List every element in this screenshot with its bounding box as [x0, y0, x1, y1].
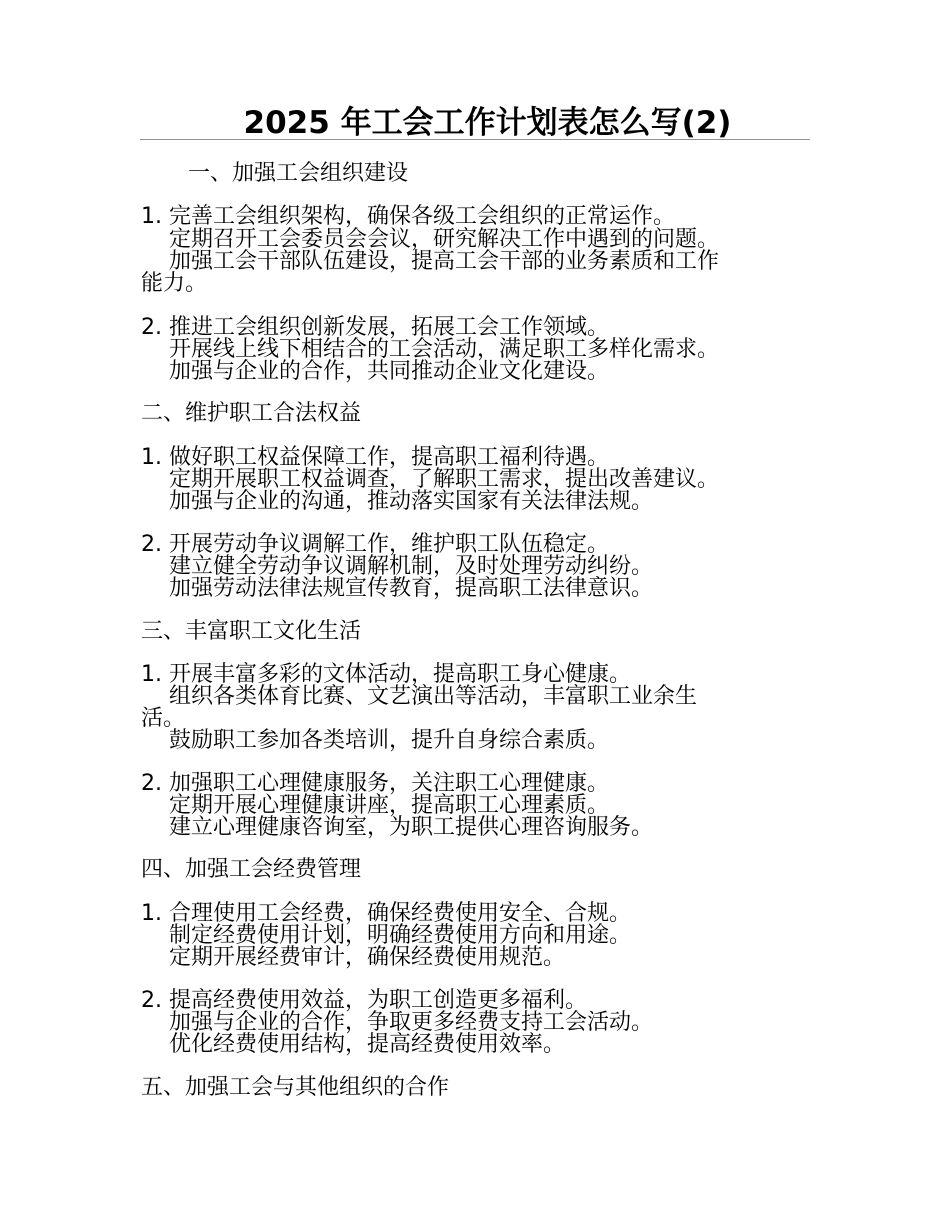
list-item-detail: 定期召开工会委员会会议，研究解决工作中遇到的问题。: [169, 227, 720, 252]
list-item-detail: 加强与企业的沟通，推动落实国家有关法律法规。: [169, 489, 654, 514]
list-item-detail: 加强工会干部队伍建设，提高工会干部的业务素质和工作: [169, 249, 720, 274]
list-item-detail: 优化经费使用结构，提高经费使用效率。: [169, 1032, 566, 1057]
list-item-detail: 活。: [141, 706, 186, 731]
list-item-detail: 定期开展职工权益调查，了解职工需求，提出改善建议。: [169, 467, 720, 492]
list-item-detail: 定期开展心理健康讲座，提高职工心理素质。: [169, 793, 610, 818]
section-heading: 二、维护职工合法权益: [141, 401, 362, 426]
list-item-detail: 能力。: [141, 271, 208, 296]
list-item: 2. 推进工会组织创新发展，拓展工会工作领域。: [141, 315, 609, 340]
list-item-detail: 加强与企业的合作，争取更多经费支持工会活动。: [169, 1010, 654, 1035]
section-heading: 五、加强工会与其他组织的合作: [141, 1075, 450, 1100]
list-item-detail: 鼓励职工参加各类培训，提升自身综合素质。: [169, 728, 610, 753]
list-item: 2. 提高经费使用效益，为职工创造更多福利。: [141, 988, 587, 1013]
list-item-detail: 组织各类体育比赛、文艺演出等活动，丰富职工业余生: [169, 684, 698, 709]
list-item-detail: 开展线上线下相结合的工会活动，满足职工多样化需求。: [169, 337, 720, 362]
list-item: 1. 做好职工权益保障工作，提高职工福利待遇。: [141, 445, 609, 470]
list-item: 2. 加强职工心理健康服务，关注职工心理健康。: [141, 771, 609, 796]
section-heading: 一、加强工会组织建设: [188, 161, 409, 186]
list-item-detail: 定期开展经费审计，确保经费使用规范。: [169, 945, 566, 970]
list-item: 1. 完善工会组织架构，确保各级工会组织的正常运作。: [141, 204, 675, 229]
title-underline: [140, 139, 810, 140]
list-item-detail: 建立健全劳动争议调解机制，及时处理劳动纠纷。: [169, 554, 654, 579]
list-item-detail: 加强与企业的合作，共同推动企业文化建设。: [169, 359, 610, 384]
section-heading: 四、加强工会经费管理: [141, 857, 362, 882]
list-item-detail: 制定经费使用计划，明确经费使用方向和用途。: [169, 923, 632, 948]
list-item: 2. 开展劳动争议调解工作，维护职工队伍稳定。: [141, 532, 609, 557]
document-title: 2025 年工会工作计划表怎么写(2): [243, 105, 732, 141]
list-item: 1. 开展丰富多彩的文体活动，提高职工身心健康。: [141, 662, 631, 687]
list-item-detail: 建立心理健康咨询室，为职工提供心理咨询服务。: [169, 815, 654, 840]
section-heading: 三、丰富职工文化生活: [141, 619, 362, 644]
list-item-detail: 加强劳动法律法规宣传教育，提高职工法律意识。: [169, 576, 654, 601]
list-item: 1. 合理使用工会经费，确保经费使用安全、合规。: [141, 901, 631, 926]
